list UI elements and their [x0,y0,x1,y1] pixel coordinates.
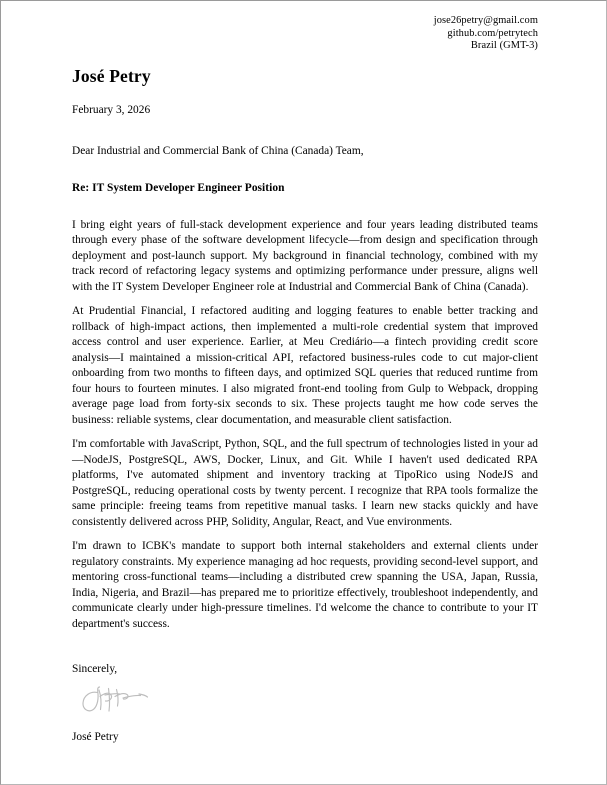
letter-date: February 3, 2026 [72,103,151,116]
signature-area [72,682,538,728]
contact-location: Brazil (GMT-3) [470,40,538,52]
page-title: José Petry [72,65,151,86]
body-paragraph: I'm drawn to ICBK's mandate to support both internal stakeholders and external clients under regulatory constraints. My experience managing ad hoc requests, providing second-level support, and mentoring cross-functional teams—including a distributed crew spanning the USA, Japan, Russia, India, Nigeria, and Brazil—has prepared me to prioritize effectively, troubleshoot independently, and communicate clearly under high-pressure timelines. I'd welcome the chance to contribute to your IT department's success. [72,540,538,630]
contact-github: github.com/petrytech [447,27,538,39]
closing-salutation: Sincerely, [72,663,118,676]
body-paragraph: I bring eight years of full-stack development experience and four years leading distributed teams through every phase of the software development lifecycle—from design and specification through deployment and post-launch support. My background in financial technology, combined with my track record of refactoring legacy systems and optimizing performance under pressure, aligns well with the IT System Developer Engineer role at Industrial and Commercial Bank of China (Canada). [72,218,538,293]
body-paragraph: I'm comfortable with JavaScript, Python, SQL, and the full spectrum of technologies listed in your ad—NodeJS, PostgreSQL, AWS, Docker, Linux, and Git. While I haven't used dedicated RPA platforms, I've automated shipment and inventory tracking at TipoRico using NodeJS and PostgreSQL, reducing operational costs by twenty percent. I recognize that RPA tools formalize the same principle: freeing teams from repetitive manual tasks. I learn new stacks quickly and have consistently delivered across PHP, Solidity, Angular, React, and Vue environments. [72,438,538,528]
body-paragraph: At Prudential Financial, I refactored auditing and logging features to enable better tracking and rollback of high-impact actions, then implemented a multi-role credential system that improved access control and user experience. Earlier, at Meu Crediário—a fintech providing credit score analysis—I maintained a mission-critical API, refactored business-rules code to cut major-client onboarding from two months to fifteen days, and optimized SQL queries that reduced runtime from four hours to fourteen minutes. I also migrated front-end tooling from Gulp to Webpack, dropping average page load from forty-six seconds to six. These projects taught me how code serves the business: reliable systems, clear documentation, and measurable client satisfaction. [72,305,538,426]
letter-content [72,1,538,744]
handwritten-signature-icon [77,682,155,722]
contact-email: jose26petry@gmail.com [433,15,538,26]
signed-name: José Petry [72,731,119,744]
salutation: Dear Industrial and Commercial Bank of China (Canada) Team, [72,144,364,157]
letter-body [72,218,538,633]
contact-block [72,15,538,53]
subject-line: Re: IT System Developer Engineer Position [72,181,285,194]
